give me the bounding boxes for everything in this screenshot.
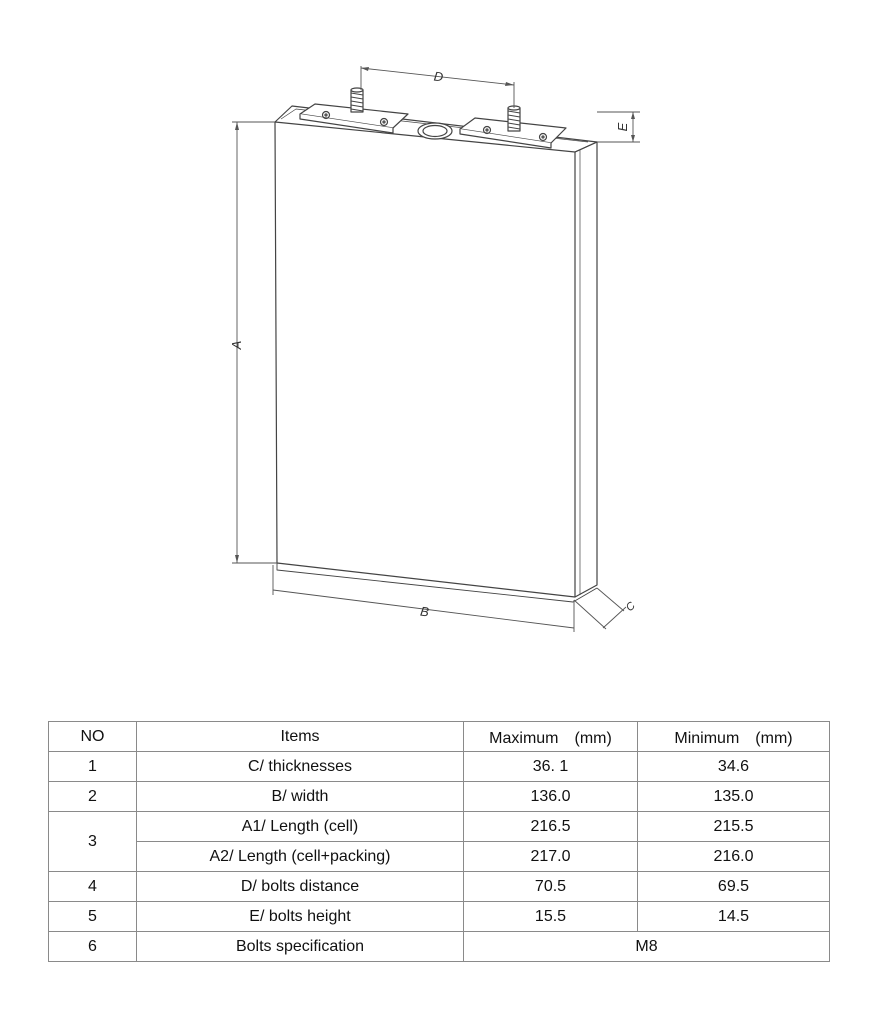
header-minimum: Minimum (mm)	[638, 722, 830, 752]
row-item: E/ bolts height	[137, 902, 464, 932]
row-no: 2	[49, 782, 137, 812]
row-max: 36. 1	[464, 752, 638, 782]
row-no: 5	[49, 902, 137, 932]
row-max: 70.5	[464, 872, 638, 902]
row-item: Bolts specification	[137, 932, 464, 962]
row-item: C/ thicknesses	[137, 752, 464, 782]
row-max: 136.0	[464, 782, 638, 812]
dim-label-c: C	[623, 599, 638, 614]
row-no: 1	[49, 752, 137, 782]
table-row	[49, 812, 830, 842]
row-no: 6	[49, 932, 137, 962]
table-header-row	[49, 722, 830, 752]
table-row	[49, 842, 830, 872]
row-max: 217.0	[464, 842, 638, 872]
row-no: 4	[49, 872, 137, 902]
row-item: A2/ Length (cell+packing)	[137, 842, 464, 872]
cell-front-face	[275, 122, 575, 597]
dim-label-d: D	[433, 68, 444, 85]
row-min: 215.5	[638, 812, 830, 842]
spec-table	[48, 721, 830, 962]
table-row	[49, 752, 830, 782]
row-min: 14.5	[638, 902, 830, 932]
right-bolt	[508, 106, 520, 131]
row-min: 69.5	[638, 872, 830, 902]
row-no: 3	[49, 812, 137, 872]
dim-label-a: A	[229, 340, 244, 350]
row-min: 34.6	[638, 752, 830, 782]
row-max: 216.5	[464, 812, 638, 842]
table-row	[49, 902, 830, 932]
row-min: 135.0	[638, 782, 830, 812]
row-spec: M8	[464, 932, 830, 962]
row-item: D/ bolts distance	[137, 872, 464, 902]
row-min: 216.0	[638, 842, 830, 872]
dim-label-e: E	[615, 122, 630, 132]
dim-label-b: B	[419, 603, 430, 620]
cell-side-face	[575, 142, 597, 597]
left-bolt	[351, 88, 363, 112]
table-row	[49, 932, 830, 962]
dim-c-line	[603, 607, 626, 628]
header-items: Items	[137, 722, 464, 752]
header-no: NO	[49, 722, 137, 752]
table-row	[49, 872, 830, 902]
row-item: B/ width	[137, 782, 464, 812]
row-max: 15.5	[464, 902, 638, 932]
header-maximum: Maximum (mm)	[464, 722, 638, 752]
table-row	[49, 782, 830, 812]
row-item: A1/ Length (cell)	[137, 812, 464, 842]
